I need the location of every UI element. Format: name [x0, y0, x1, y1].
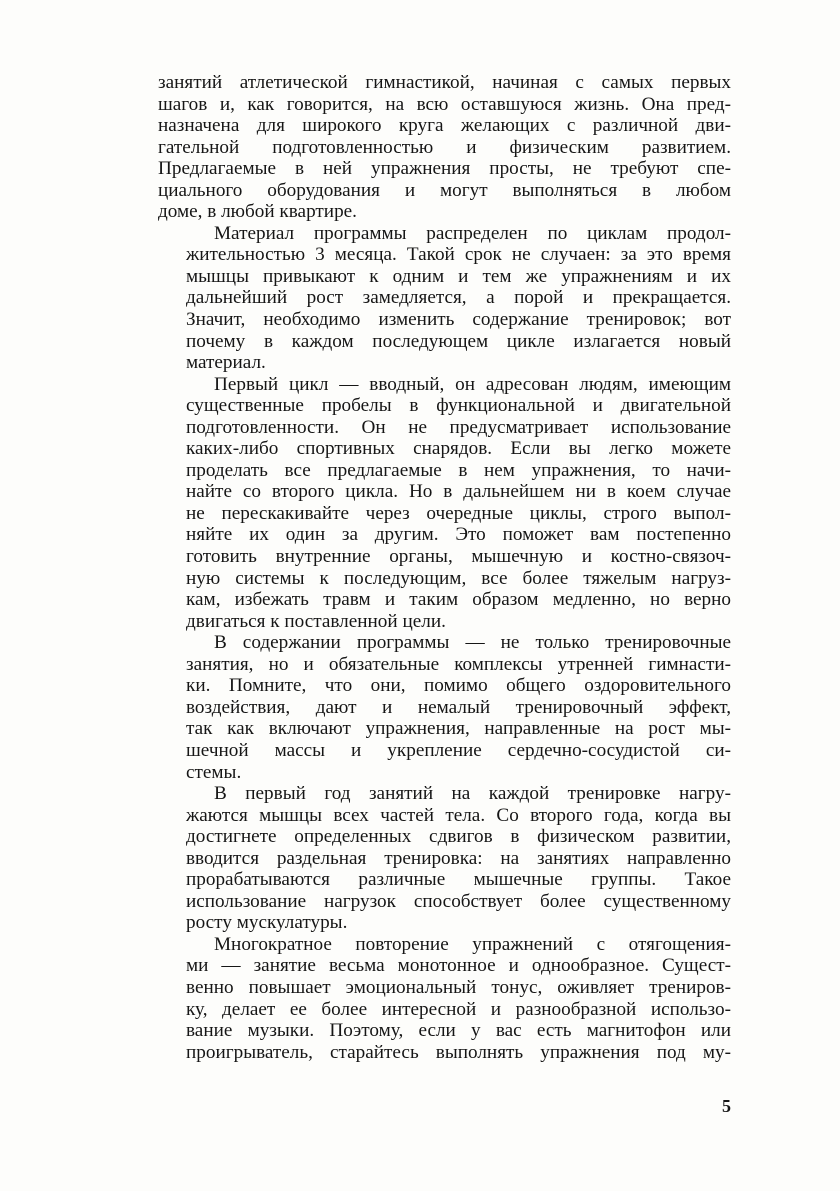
text-line: В первый год занятий на каждой тренировке нагру-	[214, 783, 731, 805]
text-line: Значит, необходимо изменить содержание тренировок; вот	[186, 309, 731, 331]
text-line: воздействия, дают и немалый тренировочный эффект,	[186, 696, 731, 718]
text-line: материал.	[186, 352, 266, 374]
text-line: назначена для широкого круга желающих с различной дви-	[158, 115, 731, 137]
paragraph	[158, 72, 731, 223]
text-line: В содержании программы — не только тренировочные	[214, 632, 731, 654]
text-line: готовить внутренние органы, мышечную и костно-связоч-	[186, 546, 731, 568]
text-line: вводится раздельная тренировка: на занятиях направленно	[186, 847, 731, 869]
paragraph	[158, 934, 731, 1063]
text-line: стемы.	[186, 761, 242, 783]
text-line: достигнете определенных сдвигов в физическом развитии,	[186, 826, 731, 848]
text-line: прорабатываются различные мышечные группы. Такое	[186, 869, 731, 891]
text-line: Первый цикл — вводный, он адресован людям, имеющим	[214, 373, 731, 395]
text-line: проигрыватель, старайтесь выполнять упражнения под му-	[186, 1041, 731, 1063]
paragraph	[158, 223, 731, 374]
text-line: подготовленности. Он не предусматривает использование	[186, 416, 731, 438]
text-line: няйте их один за другим. Это поможет вам постепенно	[186, 524, 731, 546]
text-line: Материал программы распределен по циклам продол-	[214, 222, 731, 244]
text-line: ки. Помните, что они, помимо общего оздоровительного	[186, 675, 731, 697]
text-line: мышцы привыкают к одним и тем же упражнениям и их	[186, 265, 731, 287]
text-line: доме, в любой квартире.	[158, 201, 357, 223]
text-line: дальнейший рост замедляется, а порой и прекращается.	[186, 287, 731, 309]
text-line: использование нагрузок способствует более существенному	[186, 890, 731, 912]
text-line: занятий атлетической гимнастикой, начиная с самых первых	[158, 72, 731, 93]
text-line: найте со второго цикла. Но в дальнейшем ни в коем случае	[186, 481, 731, 503]
text-line: шечной массы и укрепление сердечно-сосудистой си-	[186, 739, 731, 761]
text-line: почему в каждом последующем цикле излагается новый	[186, 330, 731, 352]
text-line: Предлагаемые в ней упражнения просты, не требуют спе-	[158, 158, 731, 180]
text-line: Многократное повторение упражнений с отягощения-	[214, 933, 731, 955]
paragraph	[158, 632, 731, 783]
text-line: росту мускулатуры.	[186, 912, 348, 934]
text-line: жительностью 3 месяца. Такой срок не случаен: за это время	[186, 244, 731, 266]
text-line: жаются мышцы всех частей тела. Со второго года, когда вы	[186, 804, 731, 826]
text-line: ную системы к последующим, все более тяжелым нагруз-	[186, 567, 731, 589]
text-line: проделать все предлагаемые в нем упражнения, то начи-	[186, 459, 731, 481]
text-line: гательной подготовленностью и физическим развитием.	[158, 136, 731, 158]
text-line: двигаться к поставленной цели.	[186, 610, 446, 632]
body-text	[158, 72, 731, 1063]
paragraph	[158, 783, 731, 934]
text-line: не перескакивайте через очередные циклы, строго выпол-	[186, 502, 731, 524]
text-line: венно повышает эмоциональный тонус, оживляет трениров-	[186, 976, 731, 998]
text-line: циального оборудования и могут выполняться в любом	[158, 179, 731, 201]
text-line: шагов и, как говорится, на всю оставшуюся жизнь. Она пред-	[158, 93, 731, 115]
text-line: существенные пробелы в функциональной и двигательной	[186, 395, 731, 417]
text-line: занятия, но и обязательные комплексы утренней гимнасти-	[186, 653, 731, 675]
text-line: вание музыки. Поэтому, если у вас есть магнитофон или	[186, 1020, 731, 1042]
text-line: кам, избежать травм и таким образом медленно, но верно	[186, 589, 731, 611]
text-line: каких-либо спортивных снарядов. Если вы легко можете	[186, 438, 731, 460]
text-line: ку, делает ее более интересной и разнообразной использо-	[186, 998, 731, 1020]
paragraph	[158, 374, 731, 633]
page-number: 5	[722, 1096, 731, 1116]
text-line: ми — занятие весьма монотонное и однообразное. Сущест-	[186, 955, 731, 977]
text-line: так как включают упражнения, направленные на рост мы-	[186, 718, 731, 740]
